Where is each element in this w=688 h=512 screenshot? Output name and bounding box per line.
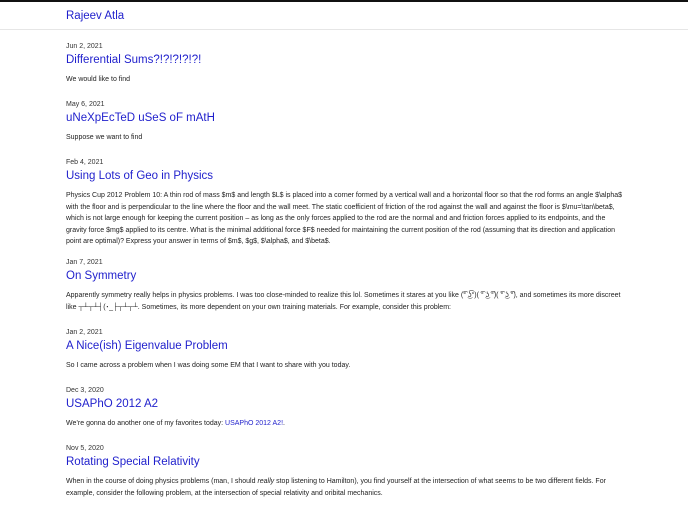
site-header [0,2,688,30]
post-title-link[interactable]: USAPhO 2012 A2 [66,398,159,410]
post-excerpt [66,476,626,499]
post-date: Nov 5, 2020 [66,445,104,452]
post-excerpt: We would like to find [66,76,131,83]
post-date: Jan 7, 2021 [66,259,103,266]
post-item [66,386,626,444]
excerpt-text: When in the course of doing physics problems (man, I should [66,478,258,485]
post-date: May 6, 2021 [66,101,105,108]
excerpt-text: stop listening to Hamilton), you find yourself at the intersection of what seems to be two different fields. For example, consider the following problem, at the intersection of special relativity and oribital mechanics. [66,478,606,497]
post-date: Jan 2, 2021 [66,329,103,336]
post-item [66,100,626,158]
post-excerpt: Suppose we want to find [66,134,143,141]
post-excerpt: So I came across a problem when I was doing some EM that I want to share with you today. [66,362,351,369]
post-date: Feb 4, 2021 [66,159,104,166]
post-title-link[interactable]: Differential Sums?!?!?!?!?! [66,54,202,66]
post-title-link[interactable]: On Symmetry [66,270,137,282]
post-excerpt: Physics Cup 2012 Problem 10: A thin rod of mass $m$ and length $L$ is placed into a corner formed by a vertical wall and a horizontal floor so that the rod forms an angle $\alpha$ with the floor and is perpendicular to the line where the floor and the wall meet. The static coefficient of friction of the rod against the wall and against the floor is $\mu=\tan\beta$, which is not large enough for keeping the current position – as long as the only forces applied to the rod are the normal and and friction forces applied to its endpoints, and the gravity force $mg$ applied to its centre. What is the minimal additional force $F$ needed for maintaining the current position of the rod (assuming that its direction and application point are optimal)? Express your answer in terms of $m$, $g$, $\alpha$, and $\beta$. [66,192,623,245]
post-title-link[interactable]: Rotating Special Relativity [66,456,200,468]
post-date: Jun 2, 2021 [66,43,103,50]
post-title-link[interactable]: Using Lots of Geo in Physics [66,170,214,182]
post-item [66,158,626,258]
post-excerpt [66,418,626,430]
post-item [66,42,626,100]
post-list [66,42,626,499]
post-excerpt: Apparently symmetry really helps in physics problems. I was too close-minded to realize this lol. Sometimes it stares at you like (͡° ͜ʖ͡°)( ͡° ͜ʖ ͡°)( ͡° ͜ʖ ͡°), and sometimes its more discreet like ┬┴┬┴┤(･_├┬┴┬┴. Sometimes, its more dependent on your own training materials. For example, consider this problem: [66,292,621,311]
post-date: Dec 3, 2020 [66,387,104,394]
post-title-link[interactable]: uNeXpEcTeD uSeS oF mAtH [66,112,215,124]
excerpt-link[interactable]: USAPhO 2012 A2! [225,420,284,427]
excerpt-text: We’re gonna do another one of my favorites today: [66,420,226,427]
post-item [66,444,626,499]
post-item [66,328,626,386]
post-title-link[interactable]: A Nice(ish) Eigenvalue Problem [66,340,228,352]
post-item [66,258,626,328]
excerpt-text: . [283,420,285,427]
site-title-link[interactable]: Rajeev Atla [66,10,125,22]
excerpt-emphasis: really [257,478,275,485]
